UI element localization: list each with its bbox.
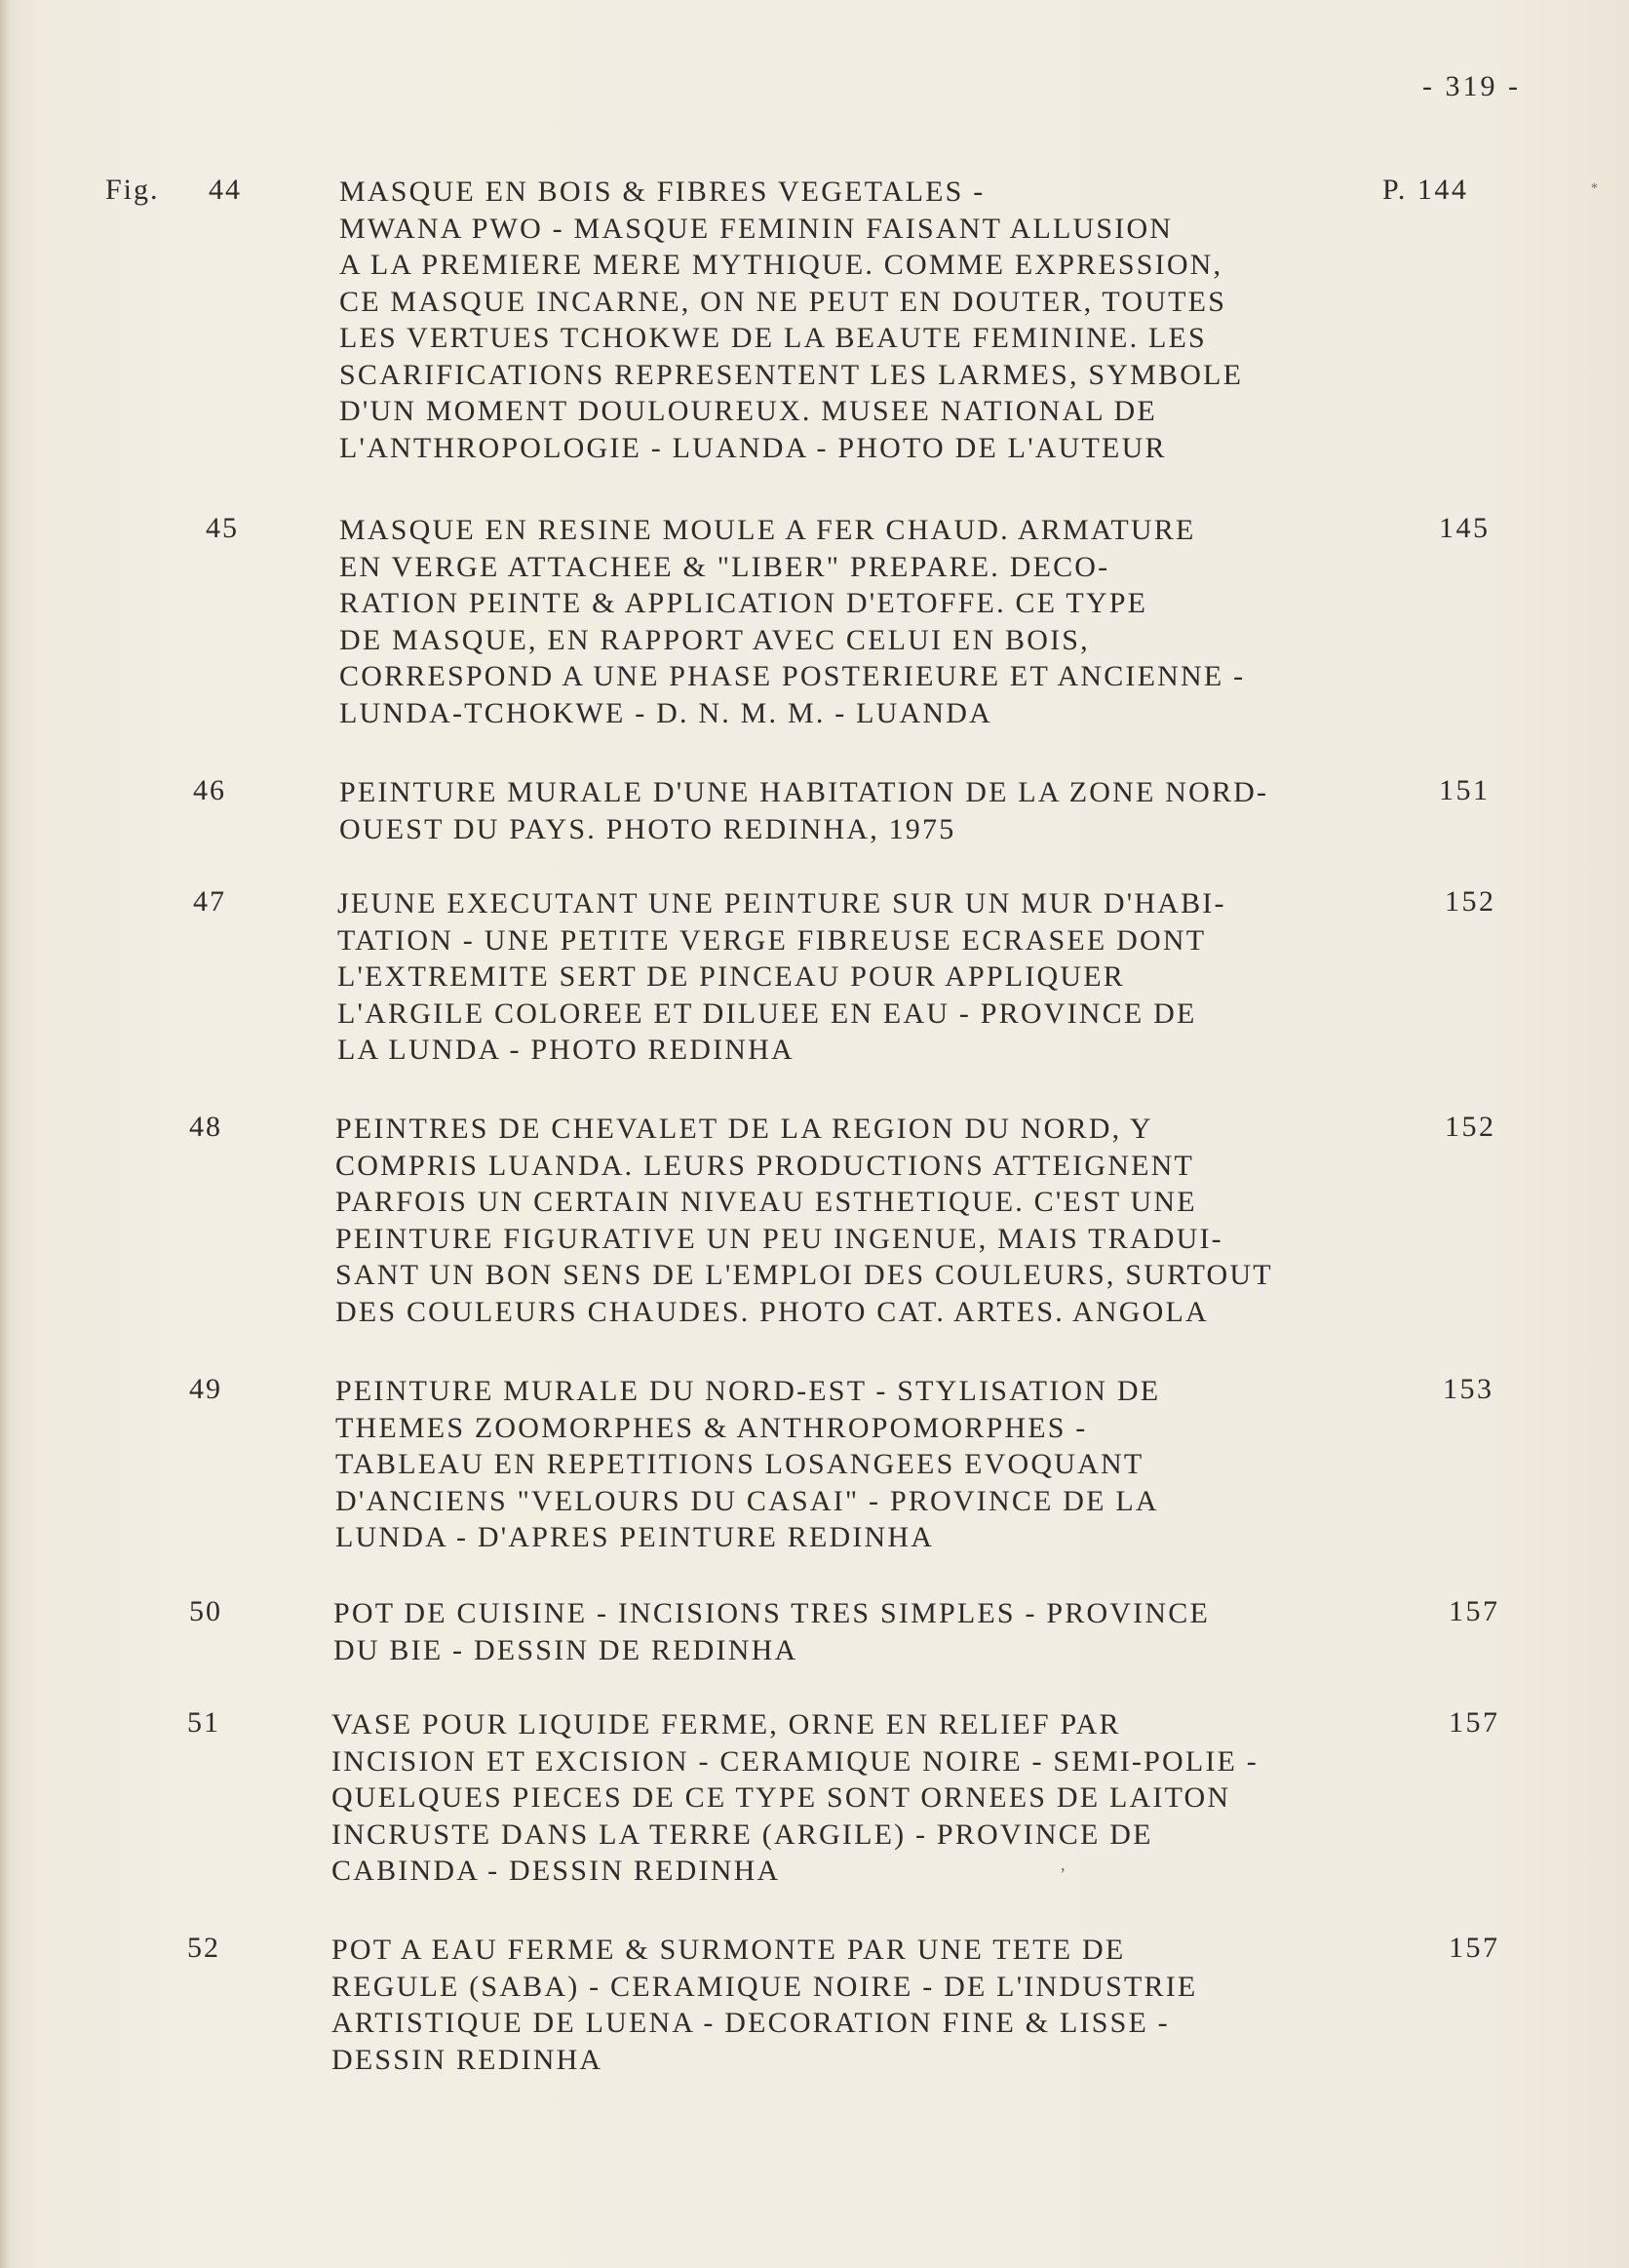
stray-mark: *: [1591, 181, 1598, 196]
page-reference: 157: [1449, 1932, 1500, 1964]
figure-number: 46: [193, 774, 226, 806]
page-number: - 319 -: [1422, 70, 1521, 102]
fig-label: Fig.: [105, 174, 160, 206]
figure-number: 45: [206, 512, 239, 544]
figure-number: 51: [187, 1706, 220, 1739]
page-reference: 152: [1445, 885, 1496, 918]
page-reference: 145: [1439, 512, 1491, 544]
figure-caption: JEUNE EXECUTANT UNE PEINTURE SUR UN MUR D'HABI- TATION - UNE PETITE VERGE FIBREUSE ECRASEE DONT L'EXTREMITE SERT DE PINCEAU POUR APPLIQUER L'ARGILE COLOREE ET DILUEE EN EAU - PROVINCE DE LA LUNDA - PHOTO REDINHA: [337, 887, 1226, 1066]
figure-caption: MASQUE EN BOIS & FIBRES VEGETALES - MWANA PWO - MASQUE FEMININ FAISANT ALLUSION A LA PREMIERE MERE MYTHIQUE. COMME EXPRESSION, CE MASQUE INCARNE, ON NE PEUT EN DOUTER, TOUTES LES VERTUES TCHOKWE DE LA BEAUTE FEMININE. LES SCARIFICATIONS REPRESENTENT LES LARMES, SYMBOLE D'UN MOMENT DOULOUREUX. MUSEE NATIONAL DE L'ANTHROPOLOGIE - LUANDA - PHOTO DE L'AUTEUR: [339, 176, 1244, 464]
page-reference: 157: [1449, 1595, 1500, 1627]
figure-number: 48: [189, 1111, 222, 1143]
figure-caption: POT A EAU FERME & SURMONTE PAR UNE TETE DE REGULE (SABA) - CERAMIQUE NOIRE - DE L'INDUSTRIE ARTISTIQUE DE LUENA - DECORATION FINE & LISSE - DESSIN REDINHA: [331, 1934, 1198, 2076]
figure-number: 47: [193, 885, 226, 918]
page-reference: 153: [1443, 1373, 1494, 1405]
figure-caption: MASQUE EN RESINE MOULE A FER CHAUD. ARMATURE EN VERGE ATTACHEE & "LIBER" PREPARE. DECO- RATION PEINTE & APPLICATION D'ETOFFE. CE TYPE DE MASQUE, EN RAPPORT AVEC CELUI EN BOIS, CORRESPOND A UNE PHASE POSTERIEURE ET ANCIENNE - LUNDA-TCHOKWE - D. N. M. M. - LUANDA: [339, 514, 1246, 729]
page-reference: 151: [1439, 774, 1491, 806]
figure-caption: VASE POUR LIQUIDE FERME, ORNE EN RELIEF PAR INCISION ET EXCISION - CERAMIQUE NOIRE - SEMI-POLIE - QUELQUES PIECES DE CE TYPE SONT ORNEES DE LAITON INCRUSTE DANS LA TERRE (ARGILE) - PROVINCE DE CABINDA - DESSIN REDINHA: [331, 1708, 1259, 1887]
page-reference: 157: [1449, 1706, 1500, 1739]
figure-number: 50: [189, 1595, 222, 1627]
stray-mark: ,: [1061, 1855, 1066, 1874]
figure-number: 44: [209, 174, 242, 206]
figure-caption: PEINTRES DE CHEVALET DE LA REGION DU NORD, Y COMPRIS LUANDA. LEURS PRODUCTIONS ATTEIGNENT PARFOIS UN CERTAIN NIVEAU ESTHETIQUE. C'EST UNE PEINTURE FIGURATIVE UN PEU INGENUE, MAIS TRADUI- SANT UN BON SENS DE L'EMPLOI DES COULEURS, SURTOUT DES COULEURS CHAUDES. PHOTO CAT. ARTES. ANGOLA: [335, 1113, 1273, 1328]
page-reference: 152: [1445, 1111, 1496, 1143]
page-reference: P. 144: [1382, 174, 1469, 206]
figure-number: 52: [187, 1932, 220, 1964]
figure-caption: PEINTURE MURALE D'UNE HABITATION DE LA ZONE NORD- OUEST DU PAYS. PHOTO REDINHA, 1975: [339, 776, 1269, 845]
figure-number: 49: [189, 1373, 222, 1405]
binding-edge: [0, 0, 10, 2268]
figure-caption: POT DE CUISINE - INCISIONS TRES SIMPLES - PROVINCE DU BIE - DESSIN DE REDINHA: [333, 1597, 1210, 1666]
figure-caption: PEINTURE MURALE DU NORD-EST - STYLISATION DE THEMES ZOOMORPHES & ANTHROPOMORPHES - TABLEAU EN REPETITIONS LOSANGEES EVOQUANT D'ANCIENS "VELOURS DU CASAI" - PROVINCE DE LA LUNDA - D'APRES PEINTURE REDINHA: [335, 1375, 1161, 1553]
